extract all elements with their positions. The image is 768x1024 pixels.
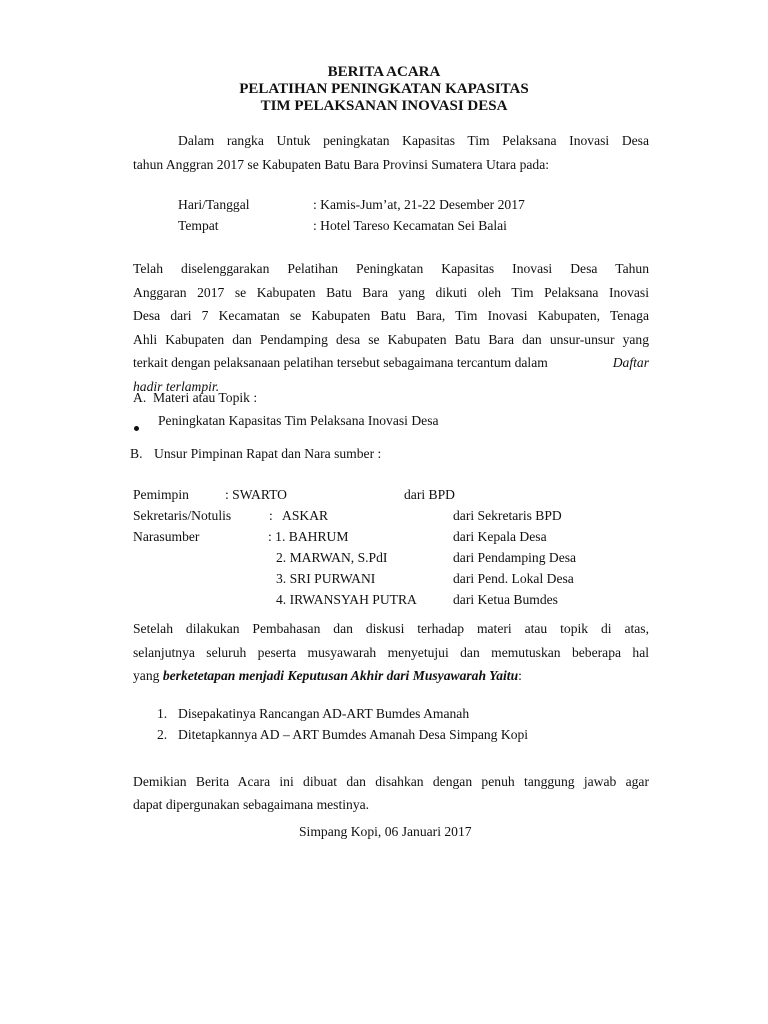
section-a-item: Peningkatan Kapasitas Tim Pelaksana Inovasi Desa (158, 413, 439, 428)
discussion-paragraph (133, 617, 649, 688)
body-line-3: Desa dari 7 Kecamatan se Kabupaten Batu Bara, Tim Inovasi Kabupaten, Tenaga (133, 308, 649, 323)
body-line-5-italic: Daftar (612, 355, 649, 370)
section-b-marker: B. (130, 446, 143, 461)
discussion-line-2: selanjutnya seluruh peserta musyawarah menyetujui dan memutuskan beberapa hal (133, 644, 649, 660)
body-line-6: hadir terlampir. (133, 378, 220, 394)
place-label: Tempat (178, 218, 219, 233)
body-line-5-text: terkait dengan pelaksanaan pelatihan tersebut sebagaimana tercantum dalam (133, 355, 548, 370)
speaker-name: 3. SRI PURWANI (276, 571, 376, 586)
speaker-from: dari Ketua Bumdes (453, 592, 558, 607)
discussion-decision-phrase: berketetapan menjadi Keputusan Akhir dari Musyawarah Yaitu (162, 668, 519, 683)
intro-line-1: Dalam rangka Untuk peningkatan Kapasitas Tim Pelaksana Inovasi Desa (178, 133, 649, 148)
speaker-from: dari Pend. Lokal Desa (453, 571, 574, 586)
closing-line-1: Demikian Berita Acara ini dibuat dan disahkan dengan penuh tanggung jawab agar (133, 774, 649, 789)
closing-line-2: dapat dipergunakan sebagaimana mestinya. (133, 797, 370, 812)
secretary-from: dari Sekretaris BPD (453, 508, 562, 523)
day-value: : Kamis-Jum’at, 21-22 Desember 2017 (313, 197, 525, 212)
body-line-2: Anggaran 2017 se Kabupaten Batu Bara yang dikuti oleh Tim Pelaksana Inovasi (133, 284, 649, 300)
body-line-4: Ahli Kabupaten dan Pendamping desa se Kabupaten Batu Bara dan unsur-unsur yang (133, 331, 649, 347)
body-line-1: Telah diselenggarakan Pelatihan Peningkatan Kapasitas Inovasi Desa Tahun (133, 261, 649, 276)
document-subtitle-2: TIM PELAKSANAN INOVASI DESA (260, 98, 508, 114)
decision-text: Disepakatinya Rancangan AD-ART Bumdes Amanah (178, 706, 470, 721)
place-date: Simpang Kopi, 06 Januari 2017 (299, 824, 472, 839)
intro-line-2: tahun Anggran 2017 se Kabupaten Batu Bara Provinsi Sumatera Utara pada: (133, 157, 550, 172)
secretary-colon: : (269, 508, 273, 523)
section-a-label: Materi atau Topik : (153, 390, 258, 405)
speaker-from: dari Kepala Desa (453, 529, 547, 544)
speaker-name: : 1. BAHRUM (268, 529, 349, 544)
leader-label: Pemimpin (133, 487, 189, 502)
decision-number: 2. (157, 727, 168, 742)
leader-from: dari BPD (404, 487, 455, 502)
decision-number: 1. (157, 706, 168, 721)
discussion-line-3-start: yang (133, 668, 160, 683)
document-subtitle: PELATIHAN PENINGKATAN KAPASITAS (239, 81, 529, 97)
discussion-line-1: Setelah dilakukan Pembahasan dan diskusi terhadap materi atau topik di atas, (133, 621, 649, 636)
day-label: Hari/Tanggal (178, 197, 250, 212)
place-value: : Hotel Tareso Kecamatan Sei Balai (313, 218, 507, 233)
secretary-label: Sekretaris/Notulis (133, 508, 232, 523)
secretary-name: ASKAR (282, 508, 329, 523)
body-paragraph (133, 257, 649, 398)
discussion-line-3 (133, 664, 649, 688)
section-a-marker: A. (133, 390, 147, 405)
section-b-label: Unsur Pimpinan Rapat dan Nara sumber : (154, 446, 382, 461)
document-title: BERITA ACARA (327, 64, 441, 80)
speaker-from: dari Pendamping Desa (453, 550, 577, 565)
speaker-name: 4. IRWANSYAH PUTRA (276, 592, 417, 607)
leader-name: : SWARTO (225, 487, 288, 502)
speaker-name: 2. MARWAN, S.PdI (276, 550, 388, 565)
bullet-icon (134, 419, 139, 435)
discussion-line-3-end: : (518, 668, 522, 683)
body-line-5 (133, 351, 649, 375)
decision-text: Ditetapkannya AD – ART Bumdes Amanah Desa Simpang Kopi (178, 727, 529, 742)
speaker-label: Narasumber (133, 529, 200, 544)
